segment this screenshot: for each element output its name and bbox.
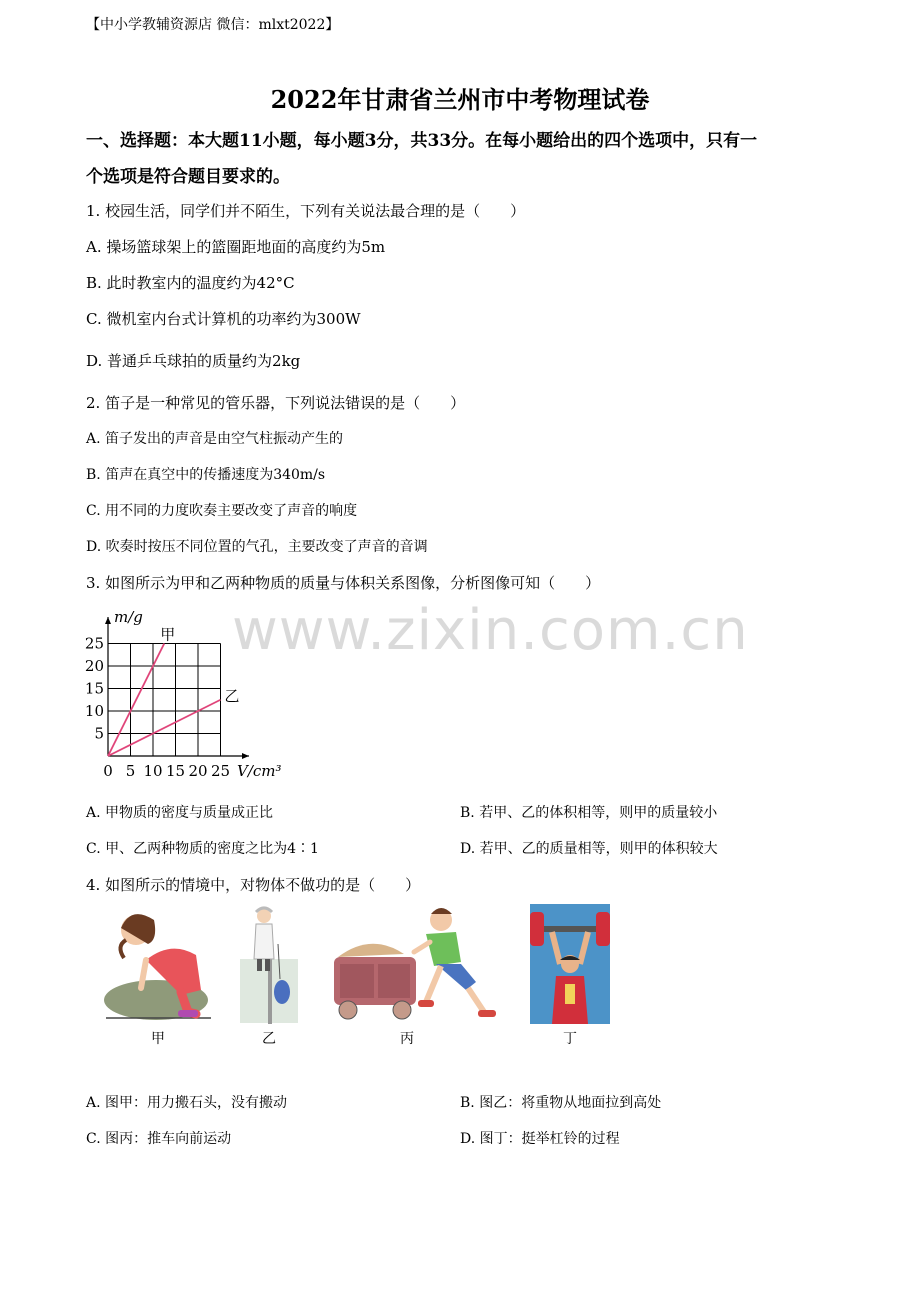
- q4-option-c: C. 图丙：推车向前运动: [86, 1131, 232, 1147]
- x-tick-label: 20: [188, 762, 208, 780]
- q4-option-a: A. 图甲：用力搬石头，没有搬动: [86, 1095, 288, 1111]
- q1-option-d: D. 普通乒乓球拍的质量约为2kg: [86, 352, 301, 370]
- q2-option-b: B. 笛声在真空中的传播速度为340m/s: [86, 467, 326, 483]
- picture-label-bing: 丙: [400, 1031, 414, 1047]
- page-title: 2022年甘肃省兰州市中考物理试卷: [270, 85, 650, 114]
- q1-option-c: C. 微机室内台式计算机的功率约为300W: [86, 310, 361, 328]
- chart-grid: [108, 644, 221, 757]
- q1-option-a: A. 操场篮球架上的篮圈距地面的高度约为5m: [86, 238, 386, 256]
- x-tick-label: 5: [125, 762, 136, 780]
- picture-yi-pulling-weight: [238, 904, 300, 1024]
- q3-stem: 3. 如图所示为甲和乙两种物质的质量与体积关系图像，分析图像可知（ ）: [86, 574, 601, 592]
- y-axis-arrow: [105, 617, 111, 624]
- y-tick-label: 20: [84, 657, 104, 675]
- y-tick-label: 25: [84, 634, 104, 653]
- q1-option-b: B. 此时教室内的温度约为42°C: [86, 274, 295, 292]
- y-tick-label: 10: [84, 702, 104, 720]
- series-label-jia: 甲: [160, 625, 176, 644]
- picture-label-jia: 甲: [151, 1031, 165, 1047]
- y-tick-label: 5: [94, 724, 104, 743]
- q2-stem: 2. 笛子是一种常见的管乐器，下列说法错误的是（ ）: [86, 394, 466, 412]
- picture-jia-girl-lifting-stone: [86, 900, 221, 1025]
- q4-option-b: B. 图乙：将重物从地面拉到高处: [460, 1095, 662, 1111]
- series-line-yi: [108, 700, 221, 756]
- section-heading-line1: 一、选择题：本大题11小题，每小题3分，共33分。在每小题给出的四个选项中，只有一: [86, 131, 758, 151]
- picture-label-yi: 乙: [262, 1031, 276, 1047]
- picture-ding-weightlifter: [530, 904, 610, 1024]
- x-tick-label: 10: [143, 762, 163, 780]
- y-tick-label: 15: [84, 679, 104, 698]
- q2-option-a: A. 笛子发出的声音是由空气柱振动产生的: [86, 431, 344, 447]
- x-axis-label: V/cm³: [237, 762, 282, 780]
- picture-label-ding: 丁: [563, 1031, 577, 1047]
- section-heading-line2: 个选项是符合题目要求的。: [86, 167, 290, 187]
- q4-stem: 4. 如图所示的情境中，对物体不做功的是（ ）: [86, 876, 421, 894]
- x-tick-label: 0: [103, 762, 113, 780]
- q1-stem: 1. 校园生活，同学们并不陌生，下列有关说法最合理的是（ ）: [86, 202, 526, 220]
- header-note: 【中小学教辅资源店 微信：mlxt2022】: [86, 17, 340, 33]
- y-axis-label: m/g: [114, 608, 143, 626]
- q2-option-d: D. 吹奏时按压不同位置的气孔，主要改变了声音的音调: [86, 539, 428, 555]
- q3-option-d: D. 若甲、乙的质量相等，则甲的体积较大: [460, 841, 718, 857]
- q4-option-d: D. 图丁：挺举杠铃的过程: [460, 1131, 620, 1147]
- x-tick-label: 15: [165, 762, 186, 780]
- q3-option-b: B. 若甲、乙的体积相等，则甲的质量较小: [460, 805, 718, 821]
- q2-option-c: C. 用不同的力度吹奏主要改变了声音的响度: [86, 503, 358, 519]
- q3-option-a: A. 甲物质的密度与质量成正比: [86, 805, 274, 821]
- watermark: www.zixin.com.cn: [232, 598, 749, 663]
- q3-option-c: C. 甲、乙两种物质的密度之比为4∶1: [86, 841, 319, 857]
- chart-series: [108, 644, 221, 757]
- x-axis-arrow: [242, 753, 249, 759]
- x-tick-label: 25: [210, 762, 231, 780]
- series-label-yi: 乙: [224, 686, 240, 705]
- picture-bing-pushing-cart: [326, 902, 506, 1024]
- series-line-jia: [108, 644, 164, 757]
